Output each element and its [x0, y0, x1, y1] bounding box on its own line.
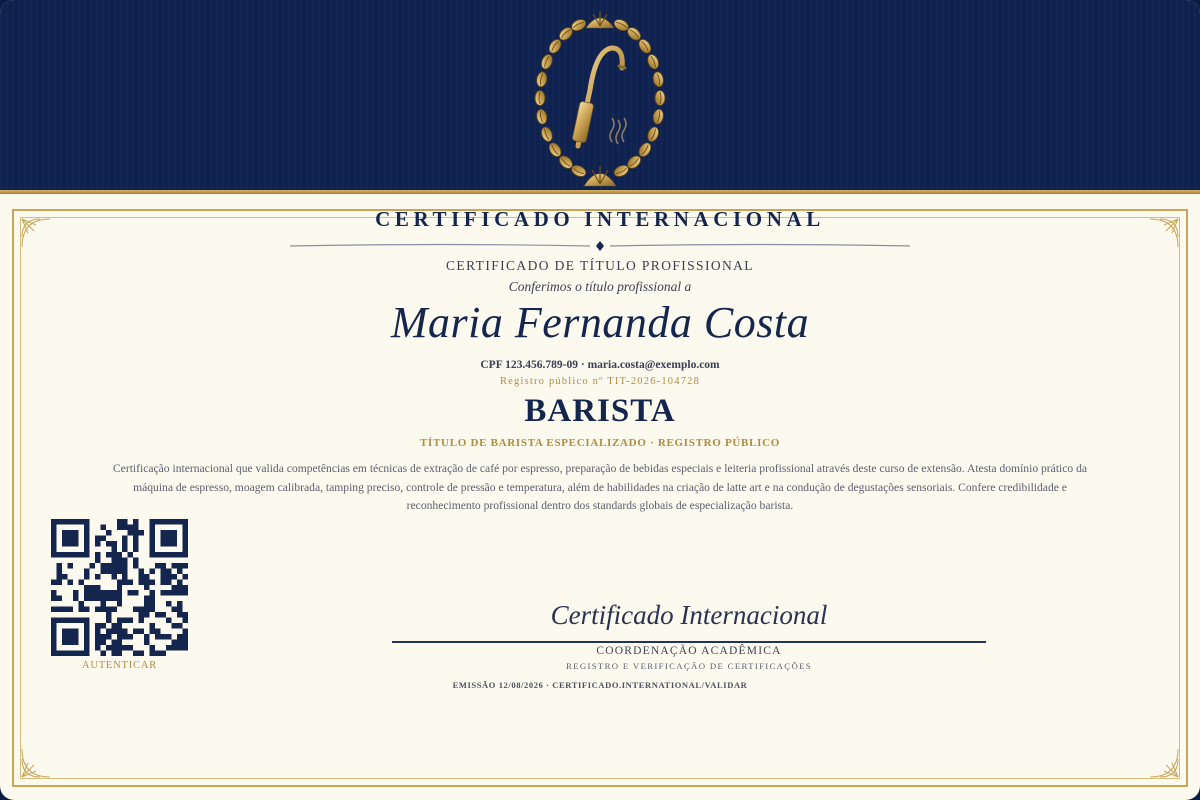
- signature: Certificado Internacional: [550, 600, 828, 630]
- emission-footer: EMISSÃO 12/08/2026 · CERTIFICADO.INTERNATIONAL/VALIDAR: [452, 680, 748, 690]
- certificate-type: CERTIFICADO DE TÍTULO PROFISSIONAL: [446, 258, 754, 273]
- signature-role: COORDENAÇÃO ACADÊMICA: [596, 645, 782, 657]
- certificate-heading: CERTIFICADO INTERNACIONAL: [375, 207, 825, 231]
- recipient-name: Maria Fernanda Costa: [390, 298, 810, 347]
- recipient-info: CPF 123.456.789-09 · maria.costa@exemplo.com: [480, 359, 720, 371]
- corner-fan-ornament-icon: [1144, 743, 1180, 779]
- signature-department: REGISTRO E VERIFICAÇÃO DE CERTIFICAÇÕES: [566, 661, 812, 671]
- header-gold-line: [0, 190, 1200, 194]
- signature-line: [392, 641, 986, 643]
- professional-title-subtitle: TÍTULO DE BARISTA ESPECIALIZADO · REGISTRO PÚBLICO: [420, 437, 780, 449]
- authenticate-label[interactable]: AUTENTICAR: [81, 660, 158, 671]
- corner-fan-ornament-icon: [20, 743, 56, 779]
- coffee-bean-wreath-seal-icon: [526, 6, 674, 188]
- heading-divider: [290, 238, 910, 254]
- professional-title: BARISTA: [524, 393, 676, 429]
- certificate-description: Certificação internacional que valida competências em técnicas de extração de café por espresso, preparação de bebidas especiais e leiteria profissional através deste curso de extensão. Atesta domínio prático da máquina de espresso, moagem calibrada, tamping preciso, controle de pressão e temperatura, além de habilidades na criação de latte art e na condução de degustações sensoriais. Confere credibilidade e reconhecimento profissional dentro dos standards globais de especialização barista.: [112, 462, 1088, 512]
- registry-number: Registro público nº TIT-2026-104728: [499, 376, 701, 387]
- certificate-intro: Conferimos o título profissional a: [508, 279, 692, 294]
- qr-code-icon[interactable]: [51, 519, 188, 656]
